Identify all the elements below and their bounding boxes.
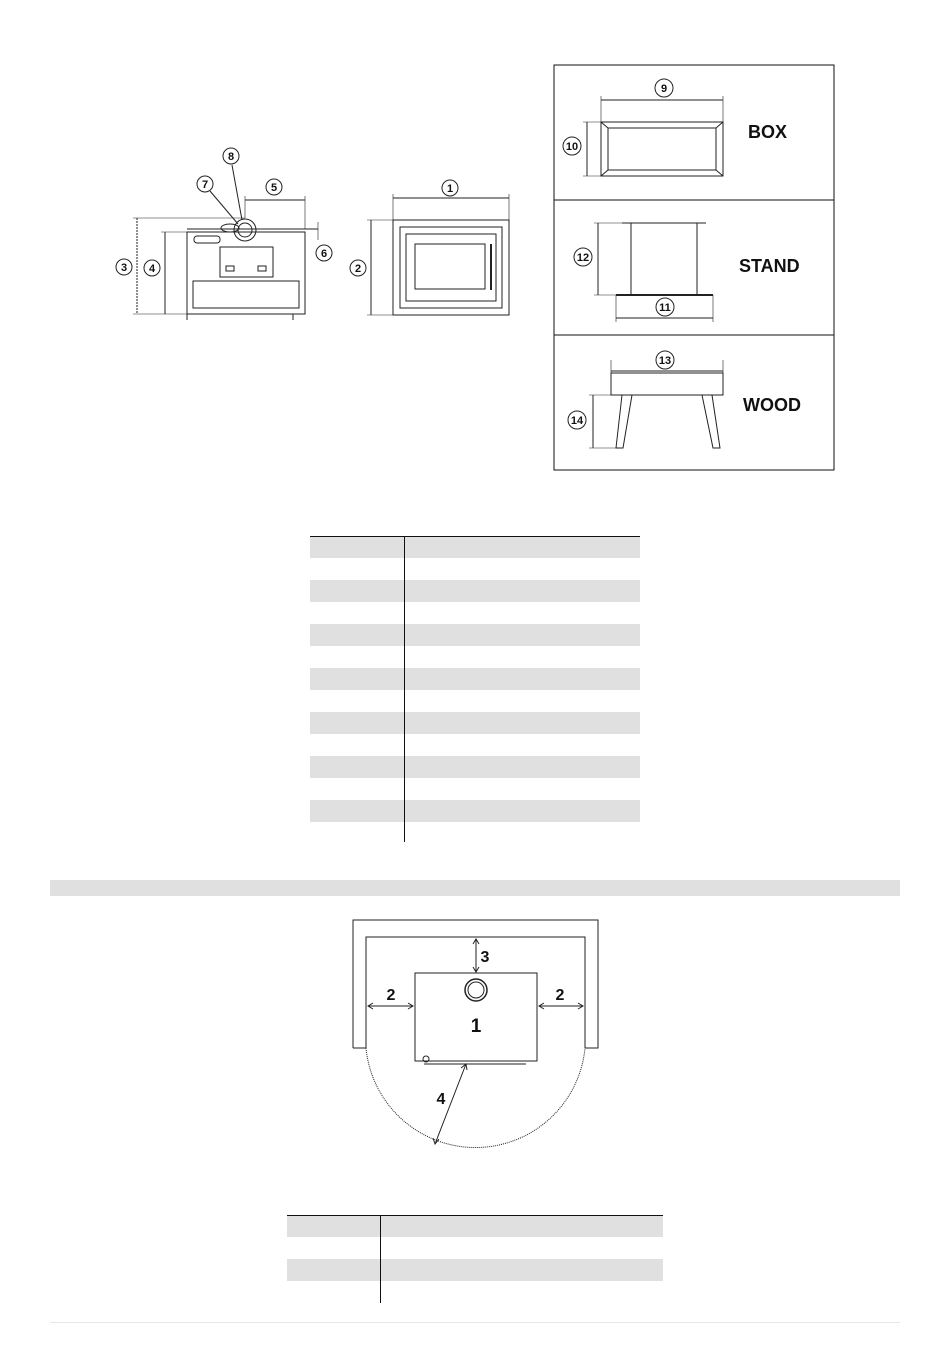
table-row	[310, 580, 640, 602]
table-row	[310, 822, 640, 842]
table-row	[287, 1237, 663, 1259]
table-row	[310, 800, 640, 822]
callout-11: 11	[659, 302, 671, 314]
table-row	[287, 1259, 663, 1281]
callout-6: 6	[320, 248, 328, 260]
callout-10: 10	[565, 141, 579, 153]
table-row	[310, 668, 640, 690]
table-row	[310, 756, 640, 778]
callout-12: 12	[576, 252, 590, 264]
option-wood-label: WOOD	[743, 395, 801, 415]
rear-clearance-label: 3	[480, 949, 490, 966]
hearth-arc	[366, 1048, 585, 1148]
right-clearance-label: 2	[555, 987, 565, 1004]
side-view-body	[187, 232, 305, 314]
option-stand-label: STAND	[739, 256, 800, 276]
table-row	[310, 778, 640, 800]
callout-1: 1	[446, 183, 454, 195]
table-row	[310, 646, 640, 668]
table-top-rule	[310, 536, 640, 537]
table-top-rule	[287, 1215, 663, 1216]
stand-outline	[631, 223, 697, 295]
table-row	[310, 712, 640, 734]
table-row	[287, 1215, 663, 1237]
stove-label: 1	[470, 1016, 482, 1037]
wood-table-top	[611, 373, 723, 395]
callout-13: 13	[658, 355, 672, 367]
callout-7: 7	[201, 179, 209, 191]
footer-rule	[50, 1322, 900, 1323]
table-row	[310, 536, 640, 558]
dimensions-table	[310, 536, 640, 842]
table-row	[310, 624, 640, 646]
section-header-bar	[50, 880, 900, 896]
front-clearance-label: 4	[436, 1091, 446, 1108]
stove-views-drawing	[0, 0, 540, 360]
table-row	[310, 690, 640, 712]
callout-9: 9	[660, 83, 668, 95]
table-column-rule	[380, 1215, 381, 1303]
callout-4: 4	[148, 263, 156, 275]
table-row	[310, 734, 640, 756]
accessory-options-panel	[550, 60, 840, 475]
table-row	[310, 558, 640, 580]
callout-2: 2	[354, 263, 362, 275]
clearance-table	[287, 1215, 663, 1303]
callout-14: 14	[570, 415, 584, 427]
callout-3: 3	[120, 262, 128, 274]
table-row	[287, 1281, 663, 1303]
option-box-label: BOX	[748, 122, 788, 142]
left-clearance-label: 2	[386, 987, 396, 1004]
table-column-rule	[404, 536, 405, 842]
table-row	[310, 602, 640, 624]
callout-8: 8	[227, 151, 235, 163]
callout-5: 5	[270, 182, 278, 194]
box-outline	[601, 122, 723, 176]
clearance-diagram	[340, 910, 610, 1160]
